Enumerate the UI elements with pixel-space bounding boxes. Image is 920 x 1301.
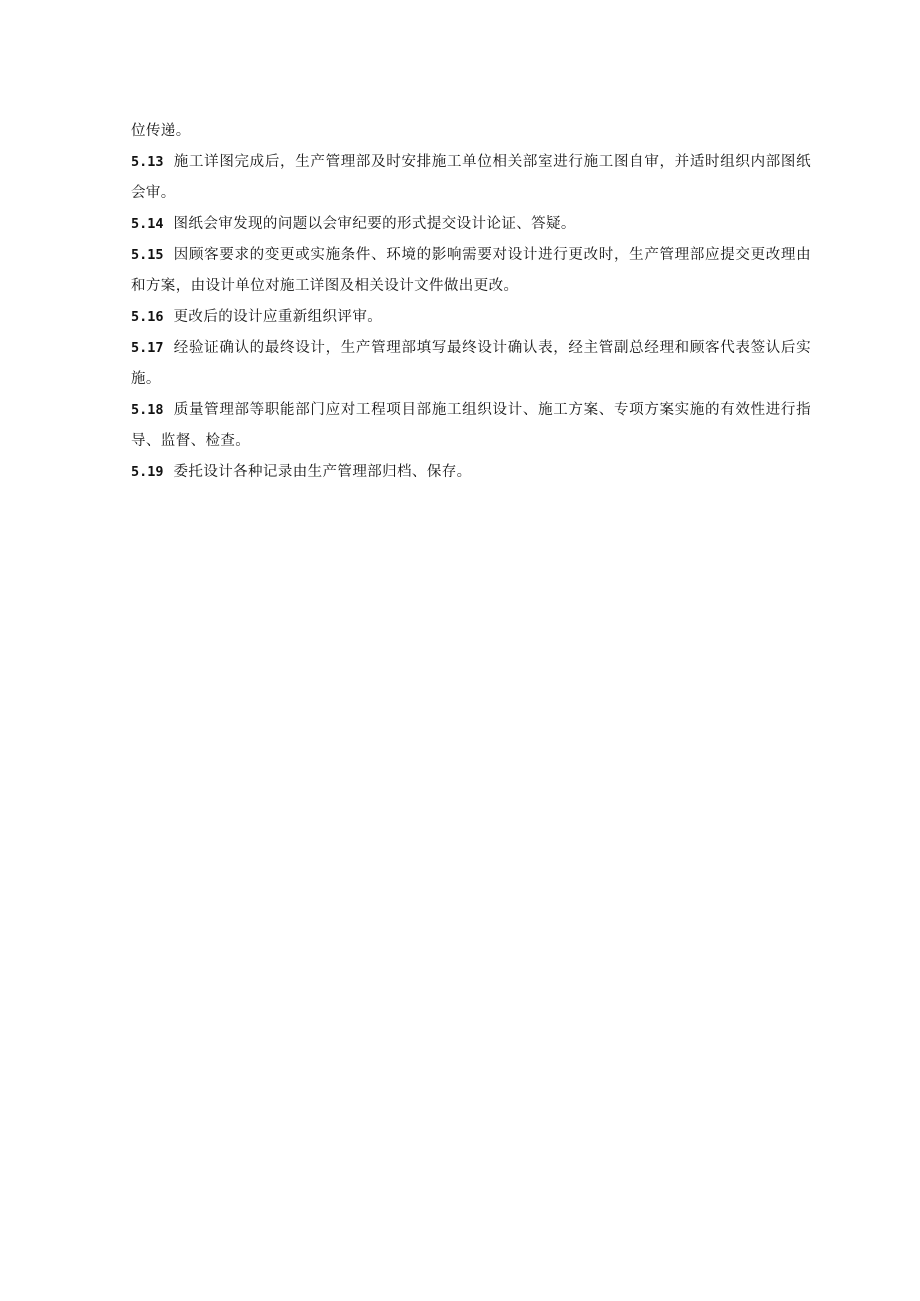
paragraph-text: 施工详图完成后，生产管理部及时安排施工单位相关部室进行施工图自审，并适时组织内部图纸会审。 — [131, 154, 811, 201]
document-body — [131, 116, 811, 488]
paragraph-5-19 — [131, 457, 811, 488]
paragraph-text: 位传递。 — [131, 123, 191, 139]
paragraph-5-16 — [131, 302, 811, 333]
paragraph-text: 因顾客要求的变更或实施条件、环境的影响需要对设计进行更改时，生产管理部应提交更改理由和方案，由设计单位对施工详图及相关设计文件做出更改。 — [131, 247, 811, 294]
section-number: 5.18 — [131, 402, 164, 418]
section-number: 5.15 — [131, 247, 164, 263]
paragraph-text: 经验证确认的最终设计，生产管理部填写最终设计确认表，经主管副总经理和顾客代表签认后实施。 — [131, 340, 811, 387]
paragraph-5-18 — [131, 395, 811, 457]
paragraph-5-14 — [131, 209, 811, 240]
section-number: 5.17 — [131, 340, 164, 356]
paragraph-5-17 — [131, 333, 811, 395]
paragraph-continuation — [131, 116, 811, 147]
paragraph-5-13 — [131, 147, 811, 209]
section-number: 5.19 — [131, 464, 164, 480]
section-number: 5.16 — [131, 309, 164, 325]
section-number: 5.13 — [131, 154, 164, 170]
paragraph-text: 图纸会审发现的问题以会审纪要的形式提交设计论证、答疑。 — [173, 216, 576, 232]
paragraph-text: 委托设计各种记录由生产管理部归档、保存。 — [173, 464, 472, 480]
paragraph-5-15 — [131, 240, 811, 302]
paragraph-text: 更改后的设计应重新组织评审。 — [173, 309, 383, 325]
paragraph-text: 质量管理部等职能部门应对工程项目部施工组织设计、施工方案、专项方案实施的有效性进行指导、监督、检查。 — [131, 402, 811, 449]
section-number: 5.14 — [131, 216, 164, 232]
